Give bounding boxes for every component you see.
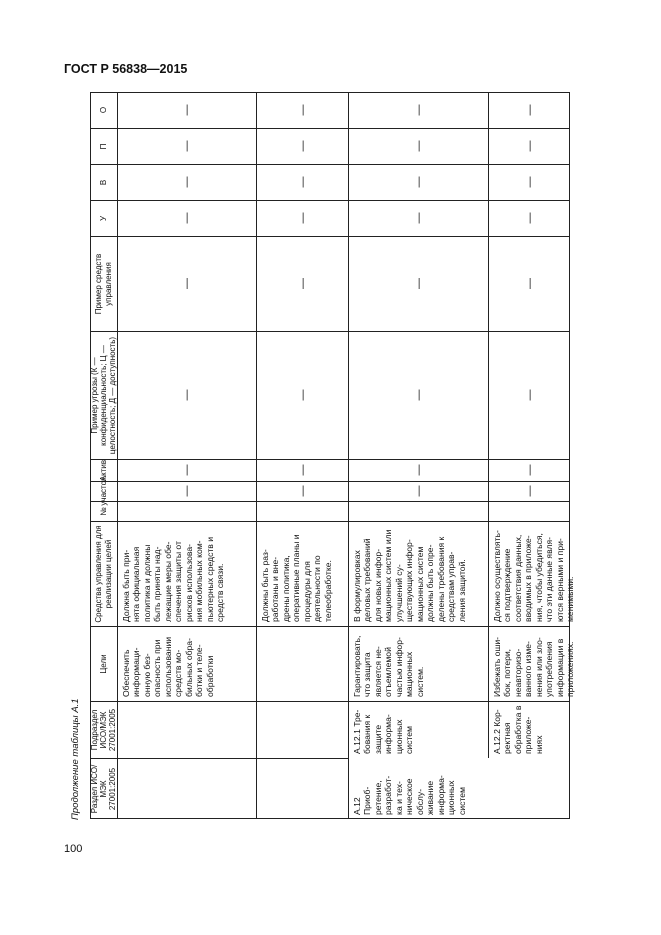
cell-number	[489, 501, 570, 521]
requirements-table	[89, 92, 576, 819]
cell-v: —	[412, 176, 425, 188]
header-example: Пример средств управления	[90, 237, 118, 331]
cell-u: —	[412, 212, 425, 224]
cell-threat: —	[523, 389, 536, 401]
cell-v: —	[523, 176, 536, 188]
header-asset: Актив	[90, 460, 118, 481]
table-row	[349, 92, 489, 819]
cell-v: —	[181, 176, 193, 188]
cell-v: —	[296, 176, 309, 188]
cell-goal: Гарантировать, что защита является не- отъемлемой частью инфор- мационных систем.	[352, 635, 425, 697]
header-o: О	[90, 92, 118, 128]
cell-control: Должно осуществлять- ся подтверждение соответствия данных, вводимых в приложе- ния, чтобы убедиться, что эти данные явля- ются верными и при- менимыми.	[492, 530, 576, 622]
header-u: У	[90, 201, 118, 236]
cell-o: —	[296, 104, 309, 116]
cell-subsection: А.12.1 Тре- бования к защите информа- ционных систем	[352, 709, 415, 754]
cell-example: —	[523, 278, 536, 289]
header-control: Средства управления для реализации целей	[90, 522, 118, 626]
cell-section: А.12 Приоб- ретение, разработ- ка и тех- ническое обслу- живание информа- ционных систем	[349, 758, 570, 819]
cell-site: —	[296, 485, 309, 497]
cell-control: Должны быть раз- работаны и вне- дрены политика, оперативные планы и процедуры для деятельности по телеобработке.	[260, 534, 333, 622]
cell-asset: —	[296, 464, 309, 476]
cell-subsection	[257, 701, 348, 758]
cell-example: —	[181, 278, 193, 289]
cell-subsection	[118, 701, 256, 758]
header-subsection: Подраздел ИСО/МЭК 27001:2005	[90, 702, 118, 758]
cell-example: —	[412, 278, 425, 289]
cell-section	[257, 758, 348, 819]
document-header: ГОСТ Р 56838—2015	[64, 62, 188, 76]
cell-site: —	[181, 485, 193, 497]
cell-o: —	[523, 104, 536, 116]
header-site: участок	[90, 482, 118, 501]
cell-asset: —	[181, 464, 193, 476]
cell-threat: —	[181, 389, 193, 401]
cell-example: —	[296, 278, 309, 289]
cell-control: Должна быть при- нята официальная политика и должны быть приняты над- лежащие меры обе- спечения защиты от рисков использова- ния мобильных ком- пьютерных средств и средств связи.	[121, 536, 226, 622]
header-v: В	[90, 165, 118, 200]
cell-asset: —	[412, 464, 425, 476]
cell-section	[118, 758, 256, 819]
header-number: №	[90, 502, 118, 521]
cell-o: —	[412, 104, 425, 116]
cell-site: —	[523, 485, 536, 497]
cell-goal: Обеспечить информаци- онную без- опасность при использовании средств мо- бильных обра- ботки и теле- обработки	[121, 636, 215, 697]
cell-p: —	[412, 140, 425, 152]
cell-site: —	[412, 485, 425, 497]
table-row	[489, 92, 576, 819]
header-goal: Цели	[90, 627, 118, 701]
table-caption: Продолжение таблицы А.1	[70, 698, 81, 820]
cell-u: —	[523, 212, 536, 224]
table-row	[257, 92, 349, 819]
cell-number	[118, 501, 256, 521]
cell-control: В формулировках деловых требований для новых инфор- мационных систем или улучшений су- ществующих инфор- мационных систем должны быть опре- делены требования к средствам управ- ления защитой.	[352, 529, 467, 622]
cell-u: —	[296, 212, 309, 224]
cell-subsection: А.12.2 Кор- ректная обработка в приложе- ниях	[492, 705, 544, 754]
page-number: 100	[64, 843, 83, 855]
cell-p: —	[523, 140, 536, 152]
cell-threat: —	[296, 389, 309, 401]
header-section: Раздел ИСО/МЭК 27001:2005	[90, 759, 118, 819]
cell-goal	[257, 626, 348, 701]
cell-u: —	[181, 212, 193, 224]
cell-number	[257, 501, 348, 521]
cell-threat: —	[412, 389, 425, 401]
cell-p: —	[181, 140, 193, 152]
cell-section	[489, 758, 570, 819]
cell-goal: Избежать оши- бок, потери, неавторизо- ванного изме- нения или зло- употребления информации в приложениях.	[492, 636, 576, 697]
header-threat: Пример угрозы (К — конфиденциальность; Ц — целостность; Д — доступность)	[90, 332, 118, 459]
table-row	[118, 92, 257, 819]
cell-asset: —	[523, 464, 536, 476]
header-p: П	[90, 129, 118, 164]
cell-o: —	[181, 104, 193, 116]
cell-number	[349, 501, 488, 521]
cell-p: —	[296, 140, 309, 152]
